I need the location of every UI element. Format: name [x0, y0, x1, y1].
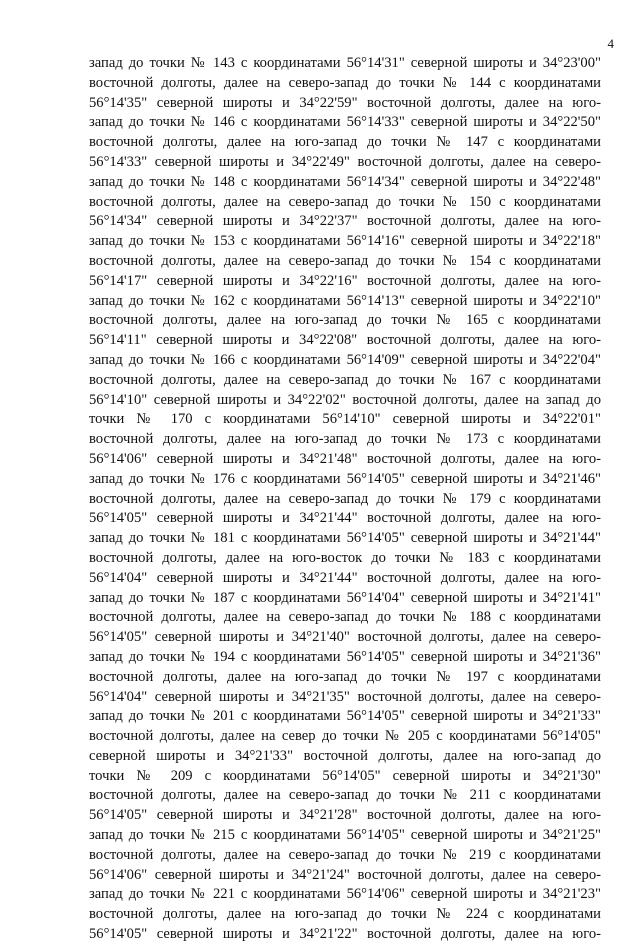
text-line: 56°14'04" северной широты и 34°21'44" восточной долготы, далее на юго- [89, 569, 601, 586]
text-line: восточной долготы, далее на северо-запад до точки № 188 с координатами [89, 609, 601, 626]
text-line: восточной долготы, далее на юго-запад до точки № 224 с координатами [89, 906, 601, 923]
text-line: запад до точки № 162 с координатами 56°14'13" северной широты и 34°22'10" [89, 292, 601, 309]
text-line: восточной долготы, далее на север до точки № 205 с координатами 56°14'05" [89, 728, 601, 745]
text-line: восточной долготы, далее на северо-запад до точки № 167 с координатами [89, 371, 601, 388]
text-line: запад до точки № 146 с координатами 56°14'33" северной широты и 34°22'50" [89, 114, 601, 131]
text-line: запад до точки № 166 с координатами 56°14'09" северной широты и 34°22'04" [89, 351, 601, 368]
text-line: 56°14'35" северной широты и 34°22'59" восточной долготы, далее на юго- [89, 94, 601, 111]
text-line: запад до точки № 148 с координатами 56°14'34" северной широты и 34°22'48" [89, 173, 601, 190]
text-line: восточной долготы, далее на юго-запад до точки № 165 с координатами [89, 312, 601, 329]
text-line: восточной долготы, далее на северо-запад до точки № 211 с координатами [89, 787, 601, 804]
text-line: точки № 170 с координатами 56°14'10" северной широты и 34°22'01" [89, 411, 601, 428]
text-line: запад до точки № 176 с координатами 56°14'05" северной широты и 34°21'46" [89, 470, 601, 487]
text-line: запад до точки № 194 с координатами 56°14'05" северной широты и 34°21'36" [89, 648, 601, 665]
text-line: 56°14'11" северной широты и 34°22'08" восточной долготы, далее на юго- [89, 332, 601, 349]
text-line: 56°14'05" северной широты и 34°21'40" восточной долготы, далее на северо- [89, 629, 601, 646]
document-body [89, 54, 601, 945]
text-line: запад до точки № 221 с координатами 56°14'06" северной широты и 34°21'23" [89, 886, 601, 903]
text-line: запад до точки № 215 с координатами 56°14'05" северной широты и 34°21'25" [89, 827, 601, 844]
page-number: 4 [607, 36, 614, 51]
text-line: 56°14'17" северной широты и 34°22'16" восточной долготы, далее на юго- [89, 272, 601, 289]
text-line: 56°14'10" северной широты и 34°22'02" восточной долготы, далее на запад до [89, 391, 601, 408]
text-line: 56°14'04" северной широты и 34°21'35" восточной долготы, далее на северо- [89, 688, 601, 705]
text-line: запад до точки № 181 с координатами 56°14'05" северной широты и 34°21'44" [89, 530, 601, 547]
text-line: северной широты и 34°21'33" восточной долготы, далее на юго-запад до [89, 747, 601, 764]
text-line: 56°14'34" северной широты и 34°22'37" восточной долготы, далее на юго- [89, 213, 601, 230]
text-line: запад до точки № 201 с координатами 56°14'05" северной широты и 34°21'33" [89, 708, 601, 725]
text-line: восточной долготы, далее на юго-запад до точки № 197 с координатами [89, 668, 601, 685]
text-line: точки № 209 с координатами 56°14'05" северной широты и 34°21'30" [89, 767, 601, 784]
text-line: восточной долготы, далее на юго-запад до точки № 147 с координатами [89, 134, 601, 151]
text-line: восточной долготы, далее на юго-запад до точки № 173 с координатами [89, 431, 601, 448]
text-line: запад до точки № 187 с координатами 56°14'04" северной широты и 34°21'41" [89, 589, 601, 606]
text-line: восточной долготы, далее на северо-запад до точки № 144 с координатами [89, 74, 601, 91]
text-line: запад до точки № 143 с координатами 56°14'31" северной широты и 34°23'00" [89, 55, 601, 71]
text-line: 56°14'05" северной широты и 34°21'22" восточной долготы, далее на юго- [89, 926, 601, 943]
text-line: восточной долготы, далее на северо-запад до точки № 219 с координатами [89, 846, 601, 863]
text-line: восточной долготы, далее на северо-запад до точки № 179 с координатами [89, 490, 601, 507]
text-line: восточной долготы, далее на северо-запад до точки № 154 с координатами [89, 252, 601, 269]
text-line: 56°14'05" северной широты и 34°21'44" восточной долготы, далее на юго- [89, 510, 601, 527]
text-line: 56°14'06" северной широты и 34°21'24" восточной долготы, далее на северо- [89, 866, 601, 883]
text-line: 56°14'06" северной широты и 34°21'48" восточной долготы, далее на юго- [89, 450, 601, 467]
text-line: восточной долготы, далее на северо-запад до точки № 150 с координатами [89, 193, 601, 210]
text-line: 56°14'33" северной широты и 34°22'49" восточной долготы, далее на северо- [89, 153, 601, 170]
text-line: запад до точки № 153 с координатами 56°14'16" северной широты и 34°22'18" [89, 233, 601, 250]
text-line: 56°14'05" северной широты и 34°21'28" восточной долготы, далее на юго- [89, 807, 601, 824]
text-line: восточной долготы, далее на юго-восток до точки № 183 с координатами [89, 549, 601, 566]
